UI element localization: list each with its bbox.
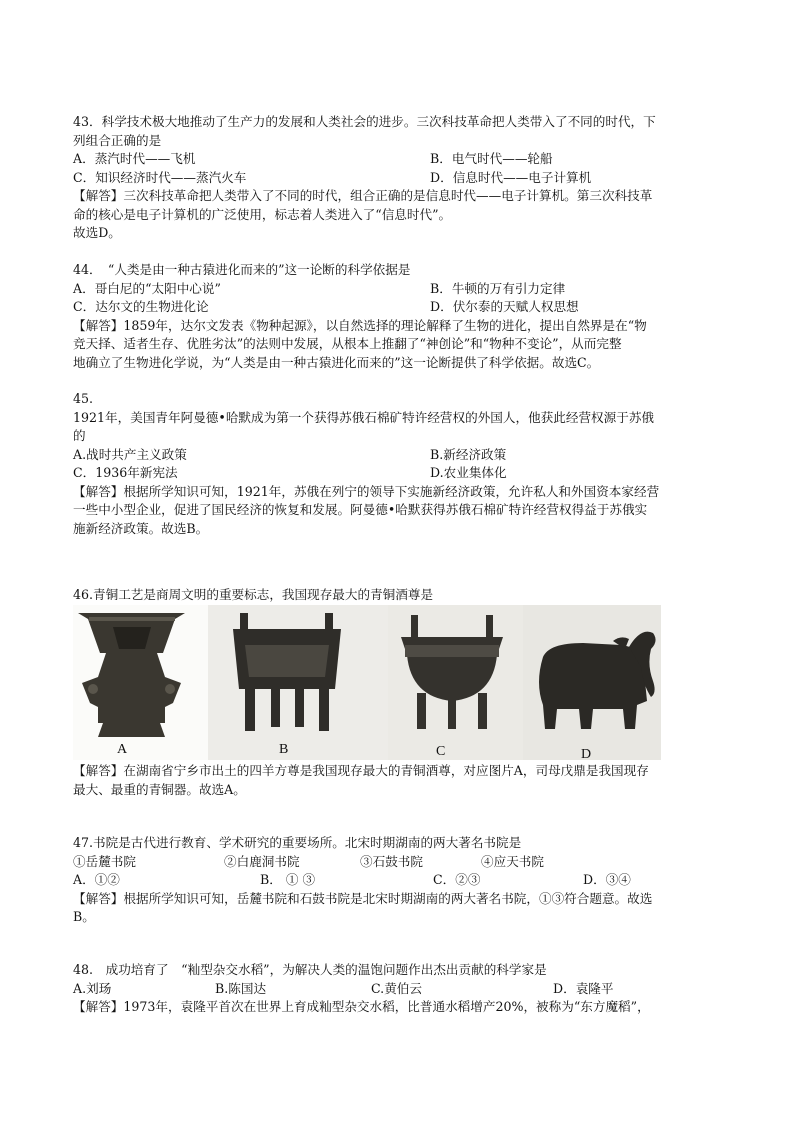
q43-stem-line2: 列组合正确的是	[73, 132, 162, 148]
figure-label-d: D	[581, 747, 592, 760]
q48-stem: 48. 成功培育了 “籼型杂交水稻”，为解决人类的温饱问题作出杰出贡献的科学家是	[73, 962, 547, 977]
q44-option-d: D．伏尔泰的天赋人权思想	[430, 299, 579, 314]
figure-label-b: B	[279, 742, 289, 757]
question-46	[73, 586, 723, 605]
q44-option-a: A．哥白尼的“太阳中心说”	[73, 280, 221, 296]
q47-item-2: ②白鹿洞书院	[224, 853, 300, 869]
q46-answer-line2: 最大、最重的青铜器。故选A。	[73, 781, 246, 797]
figure-label-a: A	[117, 742, 128, 757]
q43-answer-line3: 故选D。	[73, 225, 121, 240]
q46-stem: 46.青铜工艺是商周文明的重要标志，我国现存最大的青铜酒尊是	[73, 587, 434, 602]
q45-option-c: C．1936年新宪法	[73, 465, 178, 480]
q47-item-3: ③石鼓书院	[360, 853, 423, 869]
q44-answer-line3: 地确立了生物进化学说，为“人类是由一种古猿进化而来的”这一论断提供了科学依据。故选C。	[73, 354, 600, 370]
q43-option-d: D．信息时代——电子计算机	[430, 169, 592, 185]
q48-option-a: A.刘玚	[73, 980, 112, 996]
q48-answer-line1: 【解答】1973年，袁隆平首次在世界上育成籼型杂交水稻，比普通水稻增产20%，被称为“东方魔稻”，	[73, 999, 650, 1014]
q47-items-row	[73, 853, 723, 872]
q43-option-b: B．电气时代——轮船	[430, 151, 553, 166]
q47-stem: 47.书院是古代进行教育、学术研究的重要场所。北宋时期湖南的两大著名书院是	[73, 835, 522, 850]
q46-answer-line1: 【解答】在湖南省宁乡市出土的四羊方尊是我国现存最大的青铜酒尊，对应图片A，司母戊鼎是我国现存	[73, 763, 649, 778]
question-43	[73, 113, 723, 243]
q45-option-d: D.农业集体化	[430, 465, 507, 480]
q44-options-row2	[73, 298, 723, 317]
question-44	[73, 261, 723, 372]
q47-options-row	[73, 871, 723, 890]
q47-answer-line1: 【解答】根据所学知识可知，岳麓书院和石鼓书院是北宋时期湖南的两大著名书院，①③符合题意。故选	[73, 890, 653, 906]
q44-answer-line1: 【解答】1859年，达尔文发表《物种起源》，以自然选择的理论解释了生物的进化，提出自然界是在“物	[73, 317, 647, 333]
q47-option-a: A．①②	[73, 872, 120, 887]
bronze-vessels-figure	[73, 605, 661, 760]
q43-options-row2	[73, 169, 723, 188]
question-47	[73, 834, 723, 927]
q47-option-c: C．②③	[433, 872, 481, 887]
q48-options-row	[73, 980, 723, 999]
q48-option-d: D．袁隆平	[553, 980, 614, 996]
q45-option-a: A.战时共产主义政策	[73, 446, 187, 462]
q44-options-row1	[73, 280, 723, 299]
q43-answer-line1: 【解答】三次科技革命把人类带入了不同的时代，组合正确的是信息时代——电子计算机。第三次科技革	[73, 188, 653, 203]
q47-answer-line2: B。	[73, 909, 95, 924]
q43-options-row1	[73, 150, 723, 169]
q43-answer-line2: 命的核心是电子计算机的广泛使用，标志着人类进入了“信息时代”。	[73, 206, 452, 222]
q47-item-4: ④应天书院	[481, 853, 544, 869]
q45-options-row1	[73, 446, 723, 465]
figure-label-c: C	[436, 744, 446, 759]
q44-stem: 44． “人类是由一种古猿进化而来的”这一论断的科学依据是	[73, 262, 411, 277]
q43-option-a: A．蒸汽时代——飞机	[73, 151, 196, 166]
q45-answer-line1: 【解答】根据所学知识可知，1921年，苏俄在列宁的领导下实施新经济政策，允许私人和外国资本家经营	[73, 483, 660, 499]
q44-answer-line2: 竞天择、适者生存、优胜劣汰”的法则中发展，从根本上推翻了“神创论”和“物种不变论”，从而完整	[73, 336, 622, 351]
q43-option-c: C．知识经济时代——蒸汽火车	[73, 169, 247, 185]
q48-option-c: C.黄伯云	[371, 980, 422, 996]
q45-options-row2	[73, 464, 723, 483]
q43-stem-line1: 43．科学技术极大地推动了生产力的发展和人类社会的进步。三次科技革命把人类带入了不同的时代，下	[73, 114, 656, 129]
question-45	[73, 390, 723, 538]
q45-answer-line3: 施新经济政策。故选B。	[73, 520, 209, 536]
q44-option-b: B．牛顿的万有引力定律	[430, 280, 566, 296]
q45-number: 45.	[73, 391, 94, 406]
question-48	[73, 961, 723, 1017]
q48-option-b: B.陈国达	[215, 980, 267, 996]
q45-option-b: B.新经济政策	[430, 446, 507, 462]
q47-item-1: ①岳麓书院	[73, 853, 136, 869]
q45-answer-line2: 一些中小型企业，促进了国民经济的恢复和发展。阿曼德•哈默获得苏俄石棉矿特许经营权得益于苏俄实	[73, 502, 648, 517]
q47-option-b: B． ① ③	[260, 872, 316, 887]
bronze-vessels-illustration	[73, 605, 661, 760]
q45-stem-line1: 1921年，美国青年阿曼德•哈默成为第一个获得苏俄石棉矿特许经营权的外国人，他获此经营权源于苏俄	[73, 409, 655, 425]
question-46-answer	[73, 762, 723, 799]
q44-option-c: C．达尔文的生物进化论	[73, 299, 209, 314]
q47-option-d: D．③④	[583, 872, 631, 887]
q45-stem-line2: 的	[73, 428, 86, 443]
